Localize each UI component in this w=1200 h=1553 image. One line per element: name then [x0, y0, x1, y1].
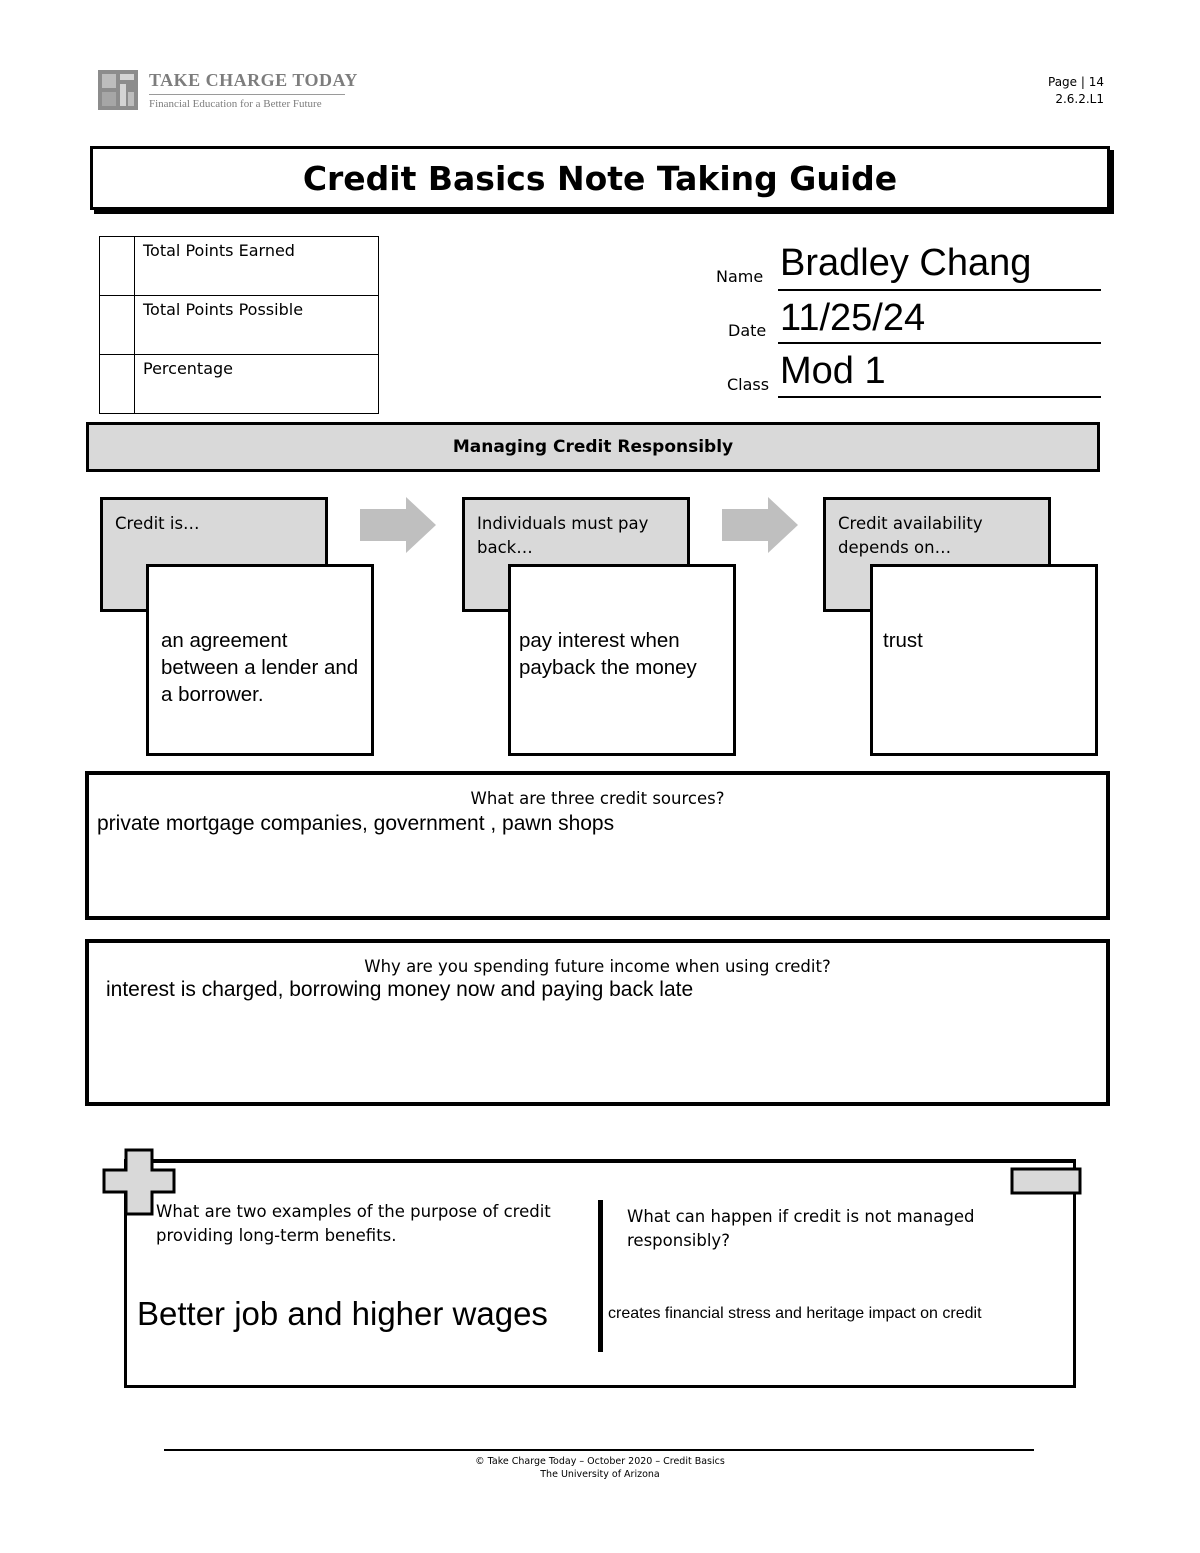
class-label: Class	[727, 375, 770, 394]
date-underline	[778, 342, 1101, 344]
risk-question: What can happen if credit is not managed responsibly?	[627, 1207, 975, 1250]
section-title: Managing Credit Responsibly	[86, 422, 1100, 472]
footer-divider	[164, 1449, 1034, 1451]
logo-subtitle: Financial Education for a Better Future	[149, 98, 322, 110]
flow-answer-box[interactable]	[146, 564, 374, 756]
page-label: Page | 14	[1048, 75, 1104, 89]
date-field[interactable]: 11/25/24	[780, 297, 926, 339]
score-value-cell[interactable]	[100, 355, 135, 414]
score-row	[100, 237, 379, 296]
flow-prompt: Credit availability depends on…	[838, 514, 983, 557]
date-label: Date	[728, 321, 767, 340]
name-field[interactable]: Bradley Chang	[780, 242, 1032, 284]
logo-divider	[149, 94, 345, 95]
score-label: Total Points Possible	[135, 296, 379, 355]
question-text: Why are you spending future income when using credit?	[364, 957, 831, 976]
name-label: Name	[716, 267, 764, 286]
score-row	[100, 355, 379, 414]
footer-copyright: © Take Charge Today – October 2020 – Credit Basics	[475, 1456, 725, 1467]
minus-icon	[1010, 1167, 1082, 1195]
credit-sources-box[interactable]	[85, 771, 1110, 920]
flow-answer: trust	[883, 629, 923, 652]
flow-answer-box[interactable]	[870, 564, 1098, 756]
question-answer: private mortgage companies, government , pawn shops	[97, 812, 615, 835]
flow-prompt: Credit is…	[115, 514, 200, 533]
question-text: What are three credit sources?	[470, 789, 725, 808]
score-value-cell[interactable]	[100, 296, 135, 355]
class-underline	[778, 396, 1101, 398]
score-label: Total Points Earned	[135, 237, 379, 296]
logo-title: TAKE CHARGE TODAY	[149, 70, 358, 90]
flow-answer-box[interactable]	[508, 564, 736, 756]
future-income-box[interactable]	[85, 939, 1110, 1106]
risk-answer[interactable]: creates financial stress and heritage impact on credit	[608, 1305, 982, 1322]
logo-icon	[98, 70, 138, 110]
score-label: Percentage	[135, 355, 379, 414]
lesson-code: 2.6.2.L1	[1055, 92, 1104, 106]
score-value-cell[interactable]	[100, 237, 135, 296]
footer-university: The University of Arizona	[540, 1469, 660, 1480]
page-title: Credit Basics Note Taking Guide	[302, 158, 898, 198]
flow-answer: an agreement between a lender and a borrower.	[161, 629, 359, 706]
title-box	[90, 146, 1110, 210]
page-number	[1048, 74, 1104, 108]
name-underline	[778, 289, 1101, 291]
score-row	[100, 296, 379, 355]
column-divider	[598, 1200, 603, 1352]
benefits-answer[interactable]: Better job and higher wages	[137, 1295, 548, 1332]
benefits-question: What are two examples of the purpose of credit providing long-term benefits.	[156, 1202, 551, 1245]
class-field[interactable]: Mod 1	[780, 350, 886, 392]
score-table	[99, 236, 379, 414]
arrow-right-icon	[360, 497, 436, 553]
arrow-right-icon	[722, 497, 798, 553]
question-answer: interest is charged, borrowing money now and paying back late	[106, 978, 694, 1001]
flow-answer: pay interest when payback the money	[519, 629, 697, 679]
flow-prompt: Individuals must pay back…	[477, 514, 649, 557]
